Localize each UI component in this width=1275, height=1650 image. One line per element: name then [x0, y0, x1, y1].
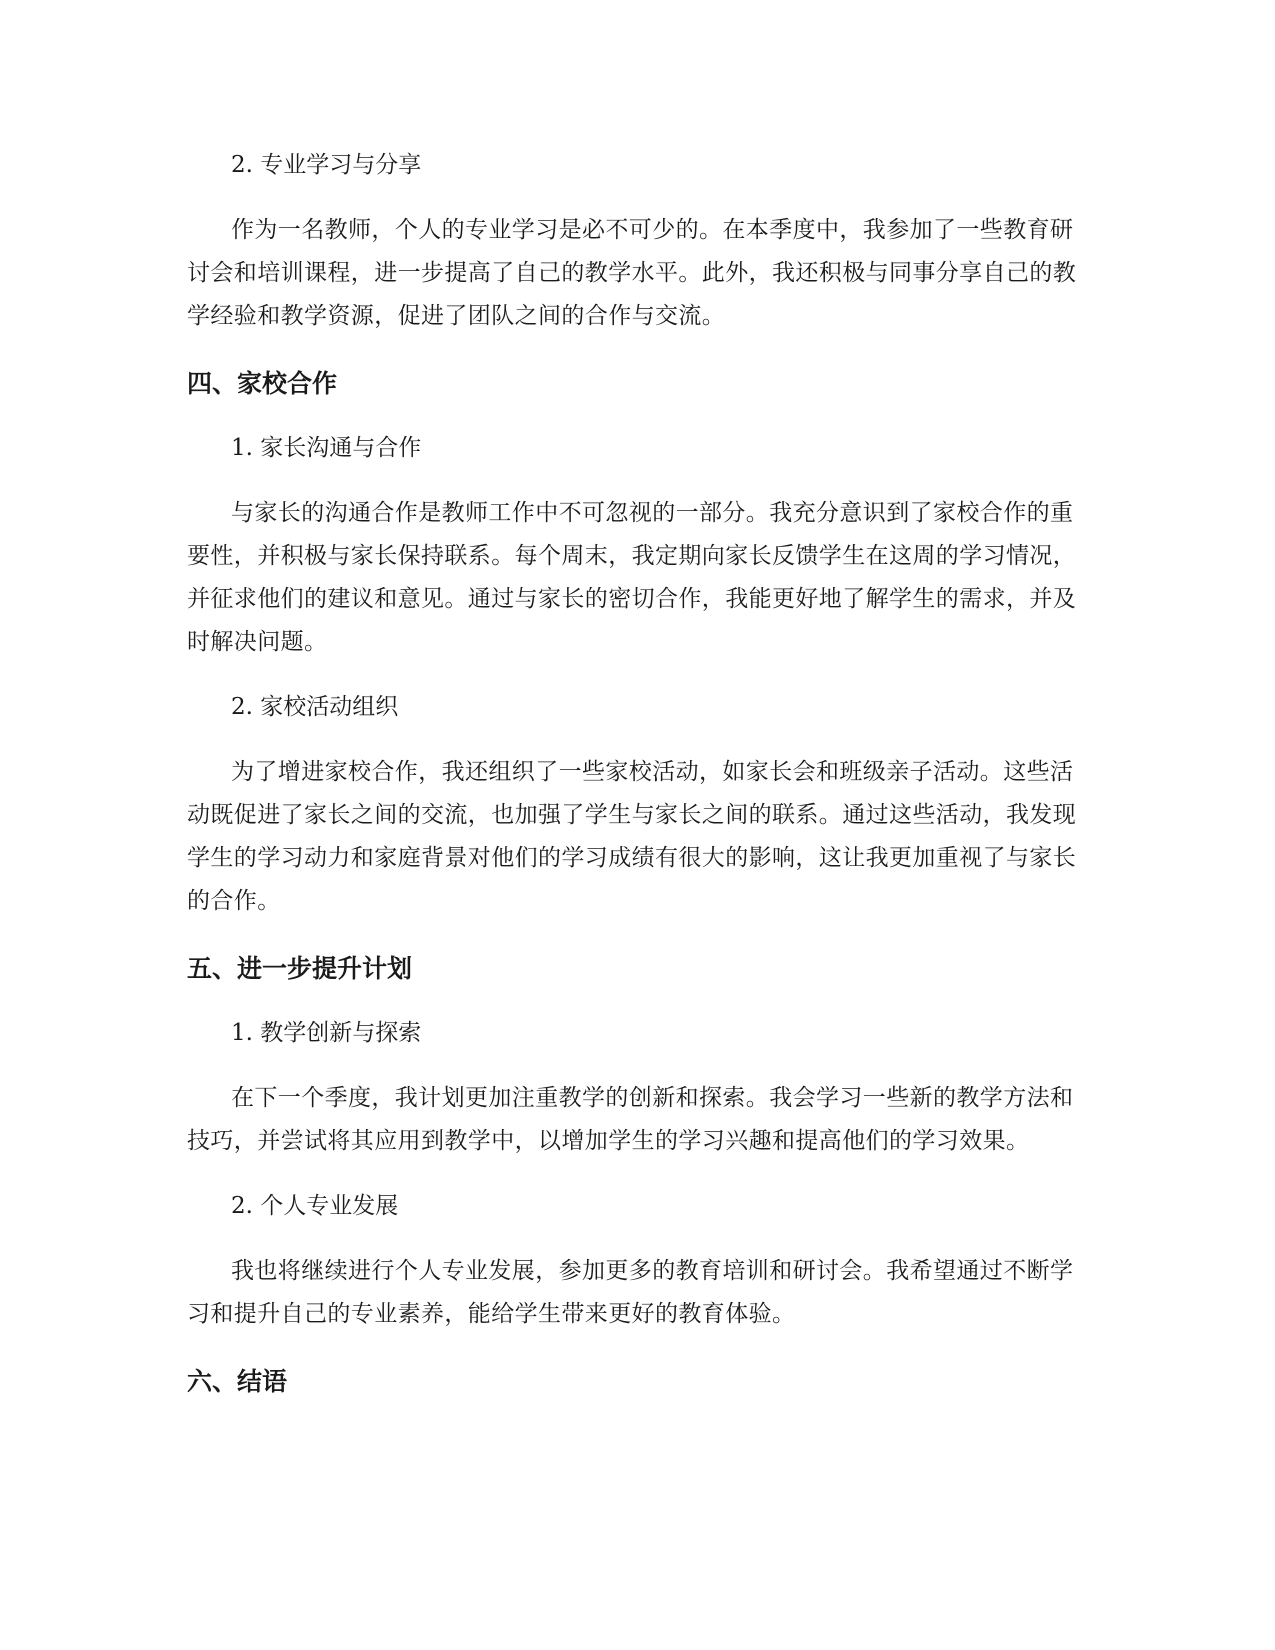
paragraph-teaching-innovation: 在下一个季度，我计划更加注重教学的创新和探索。我会学习一些新的教学方法和技巧，并尝试将其应用到教学中，以增加学生的学习兴趣和提高他们的学习效果。	[187, 1085, 1074, 1154]
subsection-title-school-activities: 2. 家校活动组织	[231, 694, 399, 720]
paragraph-personal-development: 我也将继续进行个人专业发展，参加更多的教育培训和研讨会。我希望通过不断学习和提升自己的专业素养，能给学生带来更好的教育体验。	[187, 1258, 1074, 1327]
subsection-title-professional-learning: 2. 专业学习与分享	[231, 152, 422, 178]
document-body	[187, 144, 1087, 1403]
paragraph-parent-communication: 与家长的沟通合作是教师工作中不可忽视的一部分。我充分意识到了家校合作的重要性，并积极与家长保持联系。每个周末，我定期向家长反馈学生在这周的学习情况，并征求他们的建议和意见。通过与家长的密切合作，我能更好地了解学生的需求，并及时解决问题。	[187, 500, 1077, 655]
subsection-title-parent-communication: 1. 家长沟通与合作	[231, 435, 422, 461]
paragraph-school-activities: 为了增进家校合作，我还组织了一些家校活动，如家长会和班级亲子活动。这些活动既促进了家长之间的交流，也加强了学生与家长之间的联系。通过这些活动，我发现学生的学习动力和家庭背景对他们的学习成绩有很大的影响，这让我更加重视了与家长的合作。	[187, 759, 1077, 914]
subsection-title-teaching-innovation: 1. 教学创新与探索	[231, 1020, 422, 1046]
paragraph-professional-learning: 作为一名教师，个人的专业学习是必不可少的。在本季度中，我参加了一些教育研讨会和培训课程，进一步提高了自己的教学水平。此外，我还积极与同事分享自己的教学经验和教学资源，促进了团队之间的合作与交流。	[187, 217, 1077, 329]
section-heading-conclusion: 六、结语	[187, 1367, 288, 1396]
section-heading-home-school-cooperation: 四、家校合作	[187, 369, 338, 398]
section-heading-improvement-plan: 五、进一步提升计划	[187, 954, 413, 983]
subsection-title-personal-development: 2. 个人专业发展	[231, 1193, 399, 1219]
